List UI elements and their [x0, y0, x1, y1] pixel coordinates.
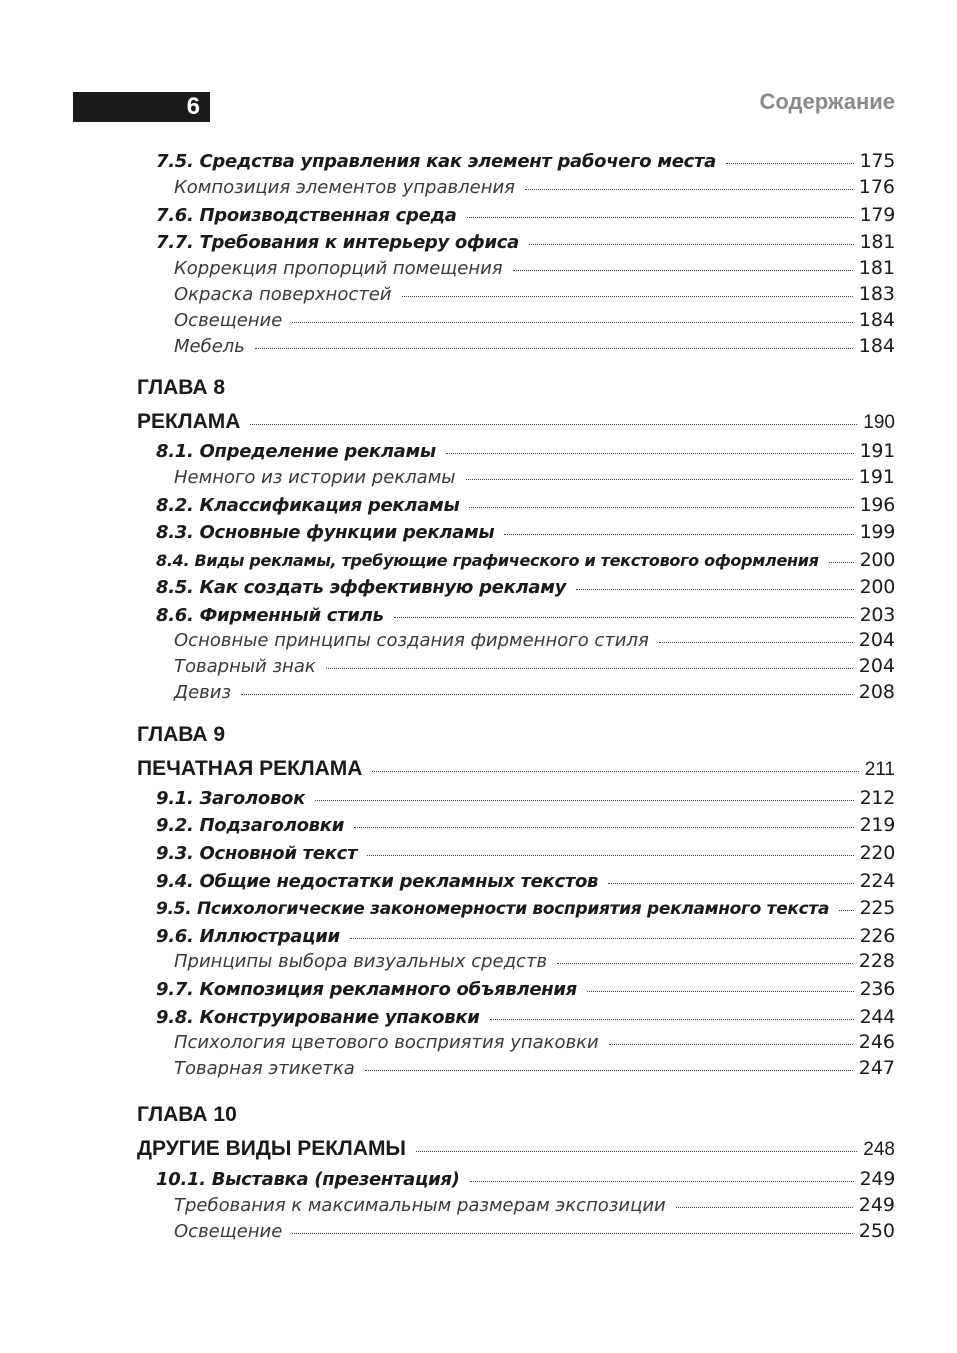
dot-leader [326, 668, 853, 669]
running-title: Содержание [759, 89, 895, 114]
dot-leader [292, 322, 852, 323]
dot-leader [416, 1151, 857, 1152]
toc-entry [174, 1031, 895, 1053]
toc-entry-title: 9.8. Конструирование упаковки [156, 1007, 480, 1028]
toc-entry-page: 199 [859, 521, 895, 543]
dot-leader [529, 244, 854, 245]
toc-entry-title: Основные принципы создания фирменного стиля [174, 630, 649, 651]
toc-entry-page: 212 [859, 787, 895, 809]
page-number-tab [73, 92, 210, 122]
toc-entry-page: 175 [859, 150, 895, 172]
toc-entry-title: 9.4. Общие недостатки рекламных текстов [156, 871, 599, 892]
toc-entry-title: Освещение [174, 1221, 283, 1242]
toc-entry-page: 191 [858, 466, 895, 488]
toc-entry-title: 9.5. Психологические закономерности восприятия рекламного текста [156, 899, 830, 919]
dot-leader [470, 1181, 854, 1182]
toc-entry-title: 9.1. Заголовок [156, 788, 306, 809]
dot-leader [525, 189, 853, 190]
toc-entry [174, 176, 895, 198]
toc-entry-title: Товарный знак [174, 656, 316, 677]
dot-leader [587, 991, 854, 992]
toc-entry-page: 204 [858, 629, 895, 651]
toc-entry-page: 208 [858, 681, 895, 703]
toc-entry-page: 181 [858, 257, 895, 279]
toc-entry-page: 228 [858, 950, 895, 972]
dot-leader [354, 827, 854, 828]
toc-entry-page: 179 [859, 204, 895, 226]
dot-leader [513, 270, 853, 271]
toc-entry [156, 787, 895, 809]
toc-entry-page: 203 [859, 604, 895, 626]
toc-entry-title: 9.3. Основной текст [156, 843, 358, 864]
dot-leader [659, 642, 853, 643]
dot-leader [372, 771, 858, 772]
toc-entry-page: 200 [859, 549, 895, 571]
toc-entry-title: ПЕЧАТНАЯ РЕКЛАМА [137, 757, 363, 780]
toc-entry-title: РЕКЛАМА [137, 410, 241, 433]
toc-entry [156, 814, 895, 836]
toc-entry [156, 440, 895, 462]
toc-entry-title: 8.1. Определение рекламы [156, 441, 436, 462]
toc-entry-title: 9.7. Композиция рекламного объявления [156, 979, 577, 1000]
toc-entry-title: 9.2. Подзаголовки [156, 815, 345, 836]
toc-entry [174, 283, 895, 305]
toc-entry-page: 184 [858, 309, 895, 331]
chapter-heading: ГЛАВА 9 [137, 723, 226, 746]
toc-entry-page: 204 [858, 655, 895, 677]
toc-entry-page: 246 [858, 1031, 895, 1053]
toc-entry-page: 220 [859, 842, 895, 864]
toc-entry [156, 549, 895, 571]
dot-leader [467, 217, 854, 218]
toc-entry-page: 249 [858, 1194, 895, 1216]
dot-leader [504, 534, 853, 535]
toc-entry-title: Девиз [174, 682, 232, 703]
toc-entry [174, 629, 895, 651]
toc-entry-page: 219 [859, 814, 895, 836]
toc-entry-page: 200 [859, 576, 895, 598]
toc-entry [156, 604, 895, 626]
toc-entry [156, 204, 895, 226]
toc-entry-title: Психология цветового восприятия упаковки [174, 1032, 599, 1053]
dot-leader [250, 424, 857, 425]
toc-entry [174, 1057, 895, 1079]
toc-entry-page: 190 [863, 412, 895, 433]
toc-entry-page: 183 [858, 283, 895, 305]
toc-entry-page: 248 [863, 1139, 895, 1160]
toc-entry [174, 257, 895, 279]
chapter-heading: ГЛАВА 10 [137, 1103, 237, 1126]
toc-entry [174, 655, 895, 677]
toc-entry-title: 8.6. Фирменный стиль [156, 605, 384, 626]
toc-entry-page: 224 [859, 870, 895, 892]
toc-entry-title: 8.3. Основные функции рекламы [156, 522, 495, 543]
toc-entry-title: 8.5. Как создать эффективную рекламу [156, 577, 567, 598]
chapter-title [137, 1137, 895, 1161]
dot-leader [365, 1070, 853, 1071]
toc-entry-title: 9.6. Иллюстрации [156, 926, 340, 947]
dot-leader [255, 348, 853, 349]
toc-entry-title: Освещение [174, 310, 283, 331]
toc-entry [174, 335, 895, 357]
chapter-title [137, 757, 895, 781]
toc-entry-title: Немного из истории рекламы [174, 467, 456, 488]
dot-leader [676, 1207, 853, 1208]
chapter-heading: ГЛАВА 8 [137, 376, 226, 399]
toc-entry-page: 226 [859, 925, 895, 947]
page-number: 6 [186, 93, 200, 120]
toc-entry-title: 7.6. Производственная среда [156, 205, 457, 226]
dot-leader [726, 163, 854, 164]
toc-entry-page: 176 [858, 176, 895, 198]
toc-entry [156, 925, 895, 947]
toc-entry-page: 250 [858, 1220, 895, 1242]
toc-entry [174, 1220, 895, 1242]
dot-leader [446, 453, 854, 454]
toc-entry [156, 897, 895, 919]
dot-leader [557, 963, 853, 964]
toc-entry [156, 870, 895, 892]
toc-entry [156, 1006, 895, 1028]
toc-entry-title: Коррекция пропорций помещения [174, 258, 503, 279]
toc-entry-page: 211 [864, 759, 895, 780]
toc-entry-title: 7.5. Средства управления как элемент рабочего места [156, 151, 716, 172]
dot-leader [402, 296, 853, 297]
toc-entry [156, 576, 895, 598]
dot-leader [350, 938, 854, 939]
dot-leader [609, 1044, 853, 1045]
toc-entry [156, 494, 895, 516]
toc-entry [174, 681, 895, 703]
dot-leader [829, 562, 854, 563]
toc-entry-title: Товарная этикетка [174, 1058, 355, 1079]
toc-entry [174, 466, 895, 488]
toc-entry [156, 521, 895, 543]
toc-entry [174, 1194, 895, 1216]
toc-entry-page: 225 [859, 897, 895, 919]
dot-leader [576, 589, 854, 590]
dot-leader [839, 910, 853, 911]
toc-entry [174, 950, 895, 972]
dot-leader [367, 855, 854, 856]
toc-entry-page: 181 [859, 231, 895, 253]
toc-entry [156, 150, 895, 172]
dot-leader [315, 800, 854, 801]
toc-entry-page: 236 [859, 978, 895, 1000]
toc-entry-page: 184 [858, 335, 895, 357]
dot-leader [394, 617, 854, 618]
dot-leader [241, 694, 853, 695]
dot-leader [469, 507, 853, 508]
dot-leader [466, 479, 853, 480]
toc-entry-page: 191 [859, 440, 895, 462]
toc-entry-title: Окраска поверхностей [174, 284, 392, 305]
toc-entry [174, 309, 895, 331]
toc-entry-title: Требования к максимальным размерам экспозиции [174, 1195, 666, 1216]
toc-entry [156, 231, 895, 253]
toc-entry-page: 196 [859, 494, 895, 516]
chapter-title [137, 410, 895, 434]
toc-entry-title: 8.4. Виды рекламы, требующие графического и текстового оформления [156, 551, 819, 570]
dot-leader [490, 1019, 854, 1020]
dot-leader [292, 1233, 852, 1234]
toc-entry-title: ДРУГИЕ ВИДЫ РЕКЛАМЫ [137, 1137, 406, 1160]
dot-leader [608, 883, 853, 884]
toc-entry-page: 244 [859, 1006, 895, 1028]
toc-entry [156, 842, 895, 864]
toc-entry-page: 247 [858, 1057, 895, 1079]
toc-entry-title: Мебель [174, 336, 245, 357]
toc-entry-title: 7.7. Требования к интерьеру офиса [156, 232, 519, 253]
toc-entry-page: 249 [859, 1168, 895, 1190]
toc-entry-title: Принципы выбора визуальных средств [174, 951, 548, 972]
toc-entry-title: 8.2. Классификация рекламы [156, 495, 460, 516]
toc-entry [156, 978, 895, 1000]
toc-entry-title: Композиция элементов управления [174, 177, 515, 198]
toc-entry [156, 1168, 895, 1190]
toc-entry-title: 10.1. Выставка (презентация) [156, 1169, 460, 1190]
